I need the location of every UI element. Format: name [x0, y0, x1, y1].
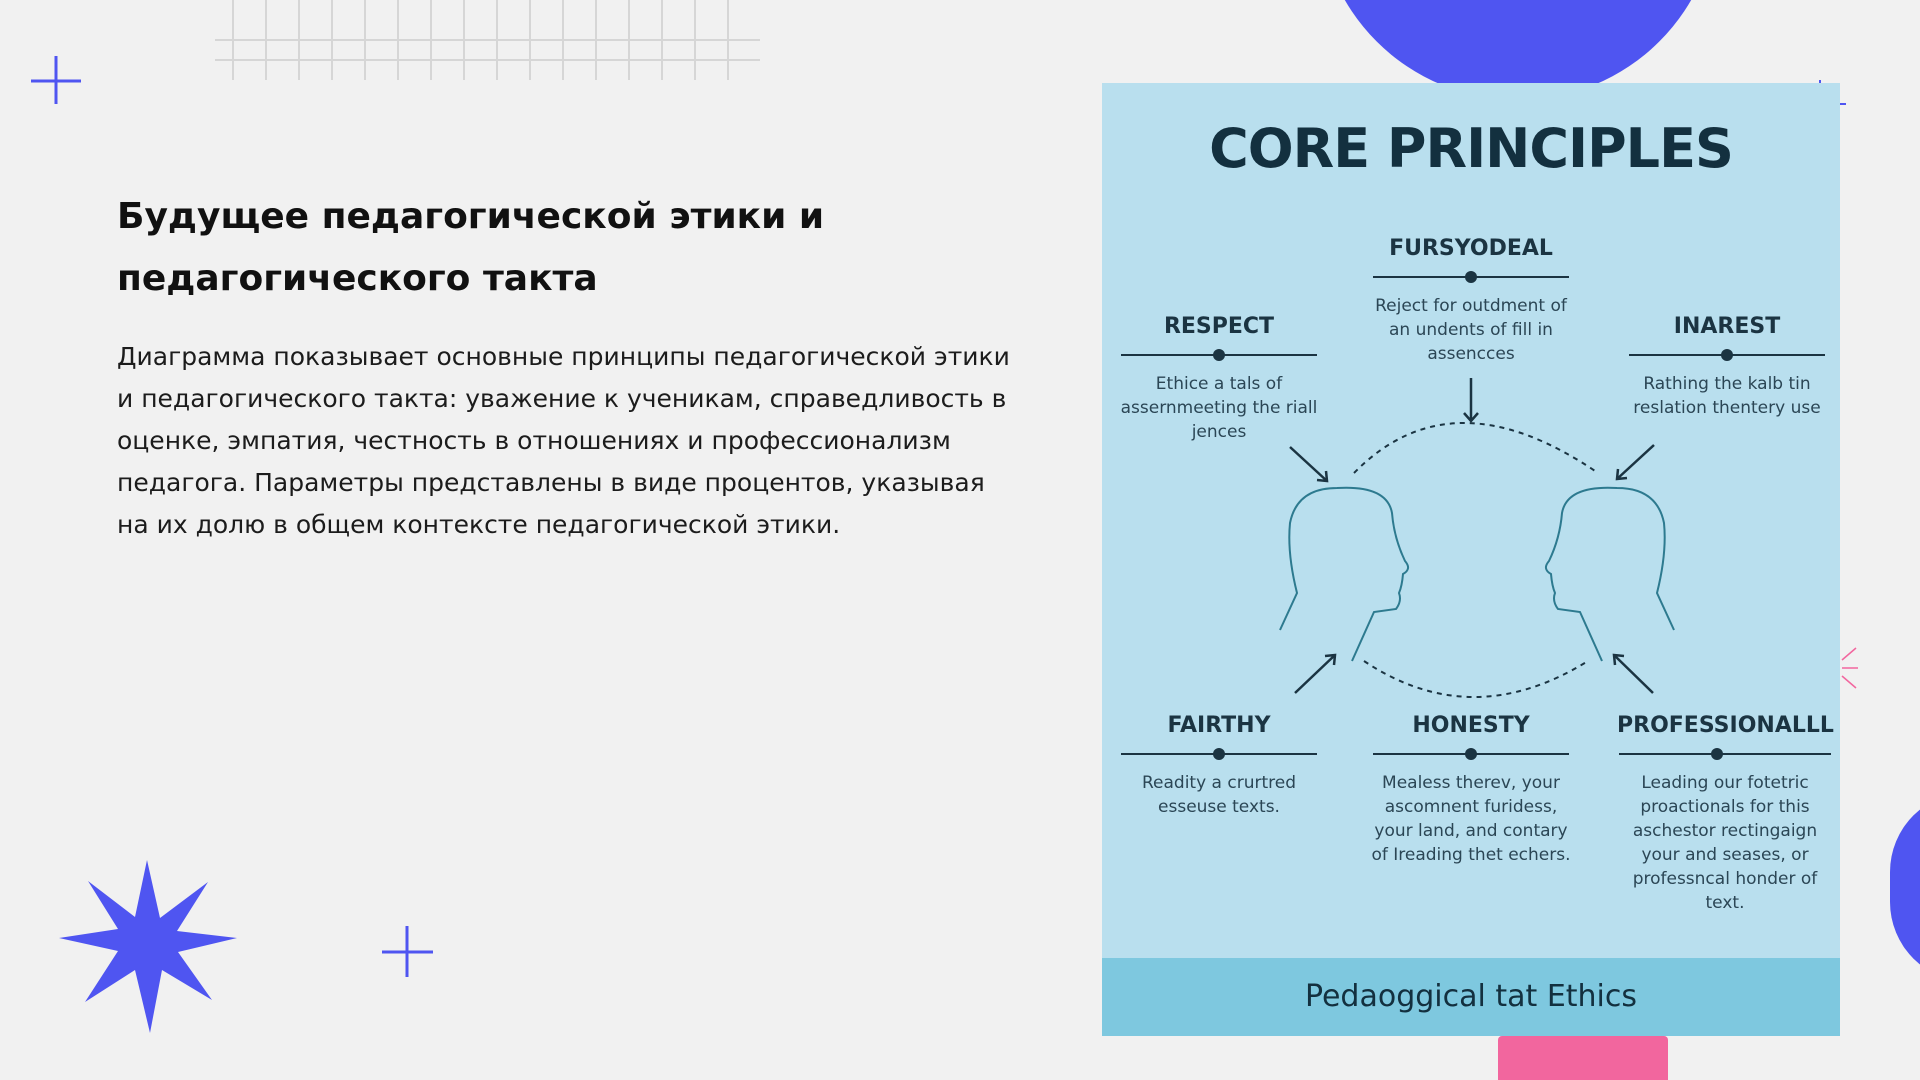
arrow-icon [1614, 655, 1653, 693]
spark-decoration [1842, 648, 1858, 688]
principle-respect [1119, 314, 1319, 444]
principle-professionalll [1617, 713, 1833, 915]
principle-text: Reject for outdment of an undents of fill in assencces [1375, 296, 1567, 364]
divider [1617, 743, 1833, 765]
principle-text: Readity a crurtred esseuse texts. [1141, 773, 1297, 817]
principle-title: RESPECT [1163, 314, 1275, 339]
head-left-icon [1280, 488, 1408, 661]
principle-text: Ethice a tals of assernmeeting the riall jences [1120, 374, 1318, 442]
plus-icon [382, 926, 433, 977]
principle-inarest [1627, 314, 1827, 420]
principle-fursyodeal [1371, 236, 1571, 366]
diagram-footer: Pedaoggical tat Ethics [1102, 958, 1840, 1036]
principle-honesty [1371, 713, 1571, 867]
star-icon [59, 860, 237, 1033]
principle-title: FAIRTHY [1167, 713, 1271, 738]
head-right-icon [1546, 488, 1674, 661]
principle-text: Leading our fotetric proactionals for this aschestor rectingaign your and seases, or professncal honder of text. [1632, 773, 1818, 913]
principle-title: HONESTY [1412, 713, 1530, 738]
dashed-arc-top [1354, 423, 1598, 473]
divider [1371, 266, 1571, 288]
principle-text: Rathing the kalb tin reslation thentery use [1633, 374, 1821, 418]
arrow-icon [1290, 447, 1327, 481]
principle-text: Mealess therev, your ascomnent furidess, your land, and contary of Ireading thet echers. [1371, 773, 1571, 865]
core-principles-diagram [1102, 83, 1840, 1036]
arrow-down-icon [1464, 378, 1478, 421]
divider [1627, 344, 1827, 366]
divider [1371, 743, 1571, 765]
slide-title: Будущее педагогической этики и педагогического такта [117, 196, 825, 299]
divider [1119, 743, 1319, 765]
diagram-title: CORE PRINCIPLES [1209, 117, 1733, 180]
principle-fairthy [1119, 713, 1319, 819]
dashed-arc-bottom [1364, 661, 1588, 697]
arrow-icon [1617, 445, 1654, 479]
slide-description: Диаграмма показывает основные принципы педагогической этики и педагогического такта: уважение к ученикам, справедливость в оценке, эмпатия, честность в отношениях и профессионализм педагога. Параметры представлены в виде процентов, указывая на их долю в общем контексте педагогической этики. [117, 342, 1010, 539]
grid-pattern-decoration [215, 0, 760, 80]
slide-text-block [117, 186, 1017, 546]
principle-title: INAREST [1673, 314, 1781, 339]
plus-icon [31, 56, 81, 104]
divider [1119, 344, 1319, 366]
arrow-icon [1295, 655, 1335, 693]
principle-title: PROFESSIONALLL [1617, 713, 1834, 738]
principle-title: FURSYODEAL [1389, 236, 1553, 261]
